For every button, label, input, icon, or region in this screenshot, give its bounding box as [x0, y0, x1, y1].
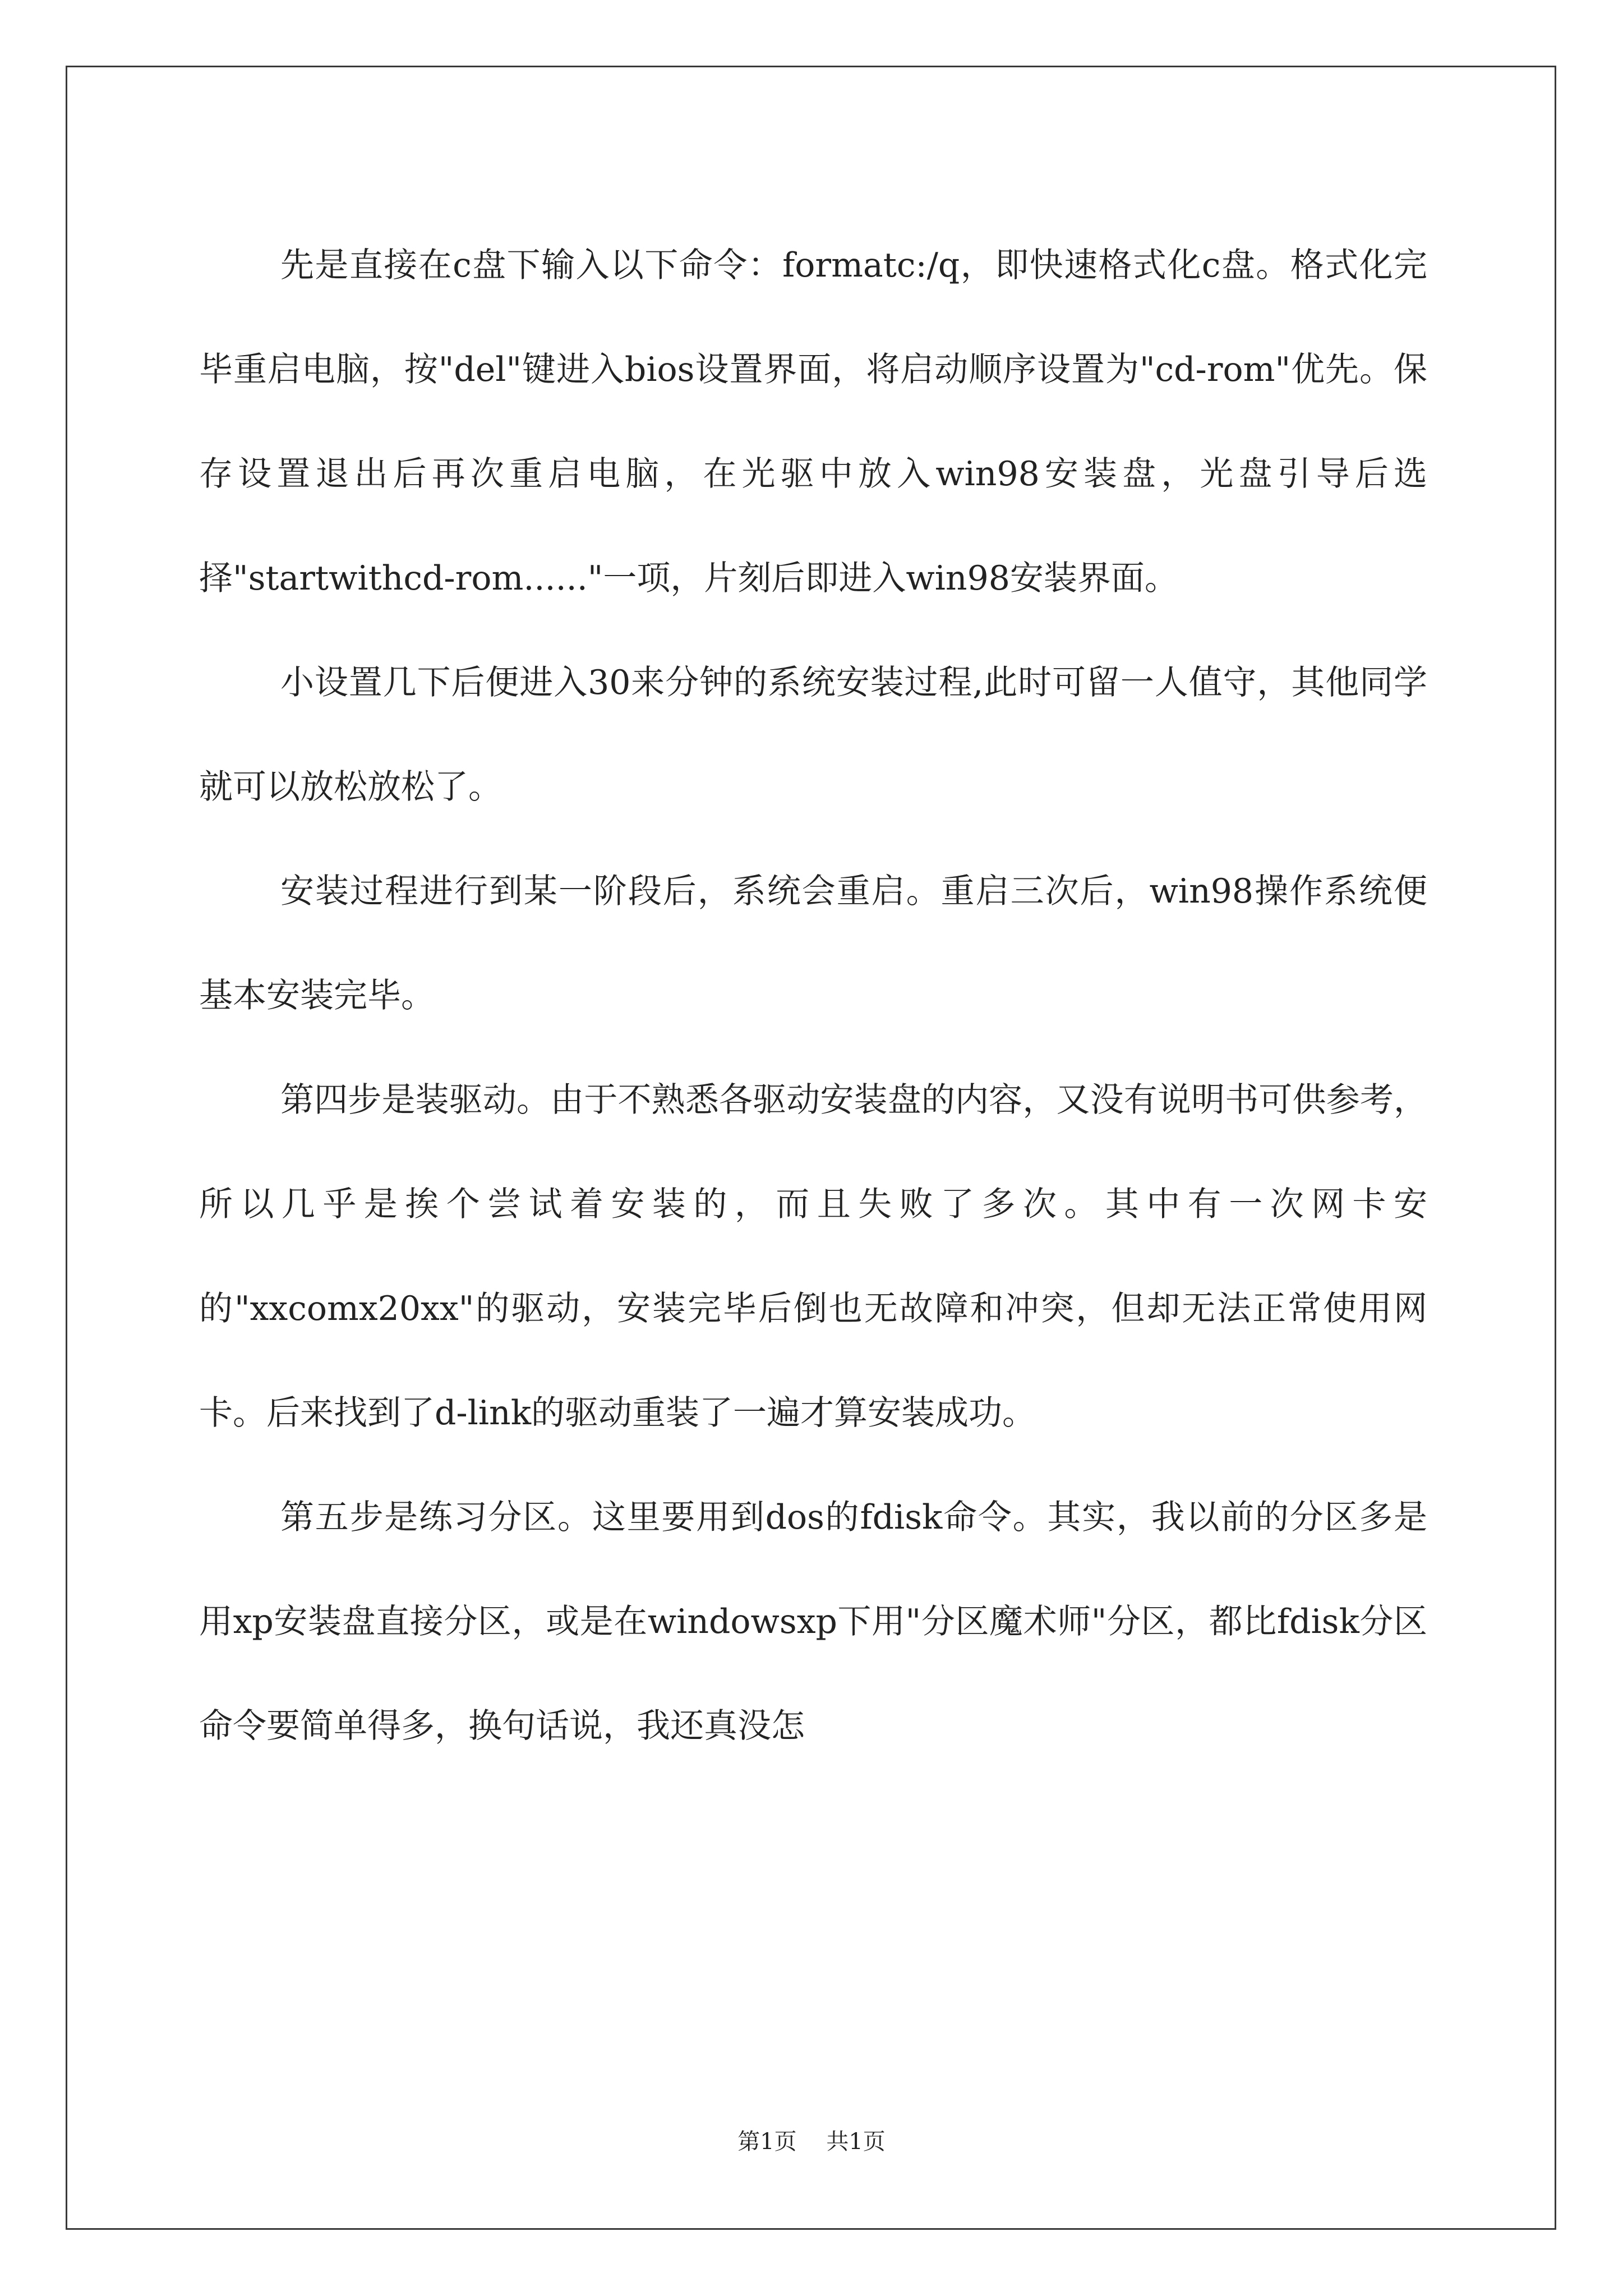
document-body [199, 213, 1427, 1778]
paragraph-5: 第五步是练习分区。这里要用到dos的fdisk命令。其实，我以前的分区多是用xp安装盘直接分区，或是在windowsxp下用"分区魔术师"分区，都比fdisk分区命令要简单得多，换句话说，我还真没怎 [199, 1498, 1427, 1746]
paragraph-3: 安装过程进行到某一阶段后，系统会重启。重启三次后，win98操作系统便基本安装完毕。 [199, 872, 1427, 1015]
paragraph-4: 第四步是装驱动。由于不熟悉各驱动安装盘的内容，又没有说明书可供参考，所以几乎是挨个尝试着安装的，而且失败了多次。其中有一次网卡安的"xxcomx20xx"的驱动，安装完毕后倒也无故障和冲突，但却无法正常使用网卡。后来找到了d-link的驱动重装了一遍才算安装成功。 [199, 1080, 1427, 1433]
paragraph-1: 先是直接在c盘下输入以下命令：formatc:/q，即快速格式化c盘。格式化完毕重启电脑，按"del"键进入bios设置界面，将启动顺序设置为"cd-rom"优先。保存设置退出后再次重启电脑，在光驱中放入win98安装盘，光盘引导后选择"startwithcd-rom......"一项，片刻后即进入win98安装界面。 [199, 246, 1427, 598]
paragraph-2: 小设置几下后便进入30来分钟的系统安装过程,此时可留一人值守，其他同学就可以放松放松了。 [199, 663, 1427, 807]
page-number: 第1页 [737, 2129, 797, 2155]
page-footer [0, 2124, 1623, 2156]
page-total: 共1页 [826, 2129, 886, 2155]
